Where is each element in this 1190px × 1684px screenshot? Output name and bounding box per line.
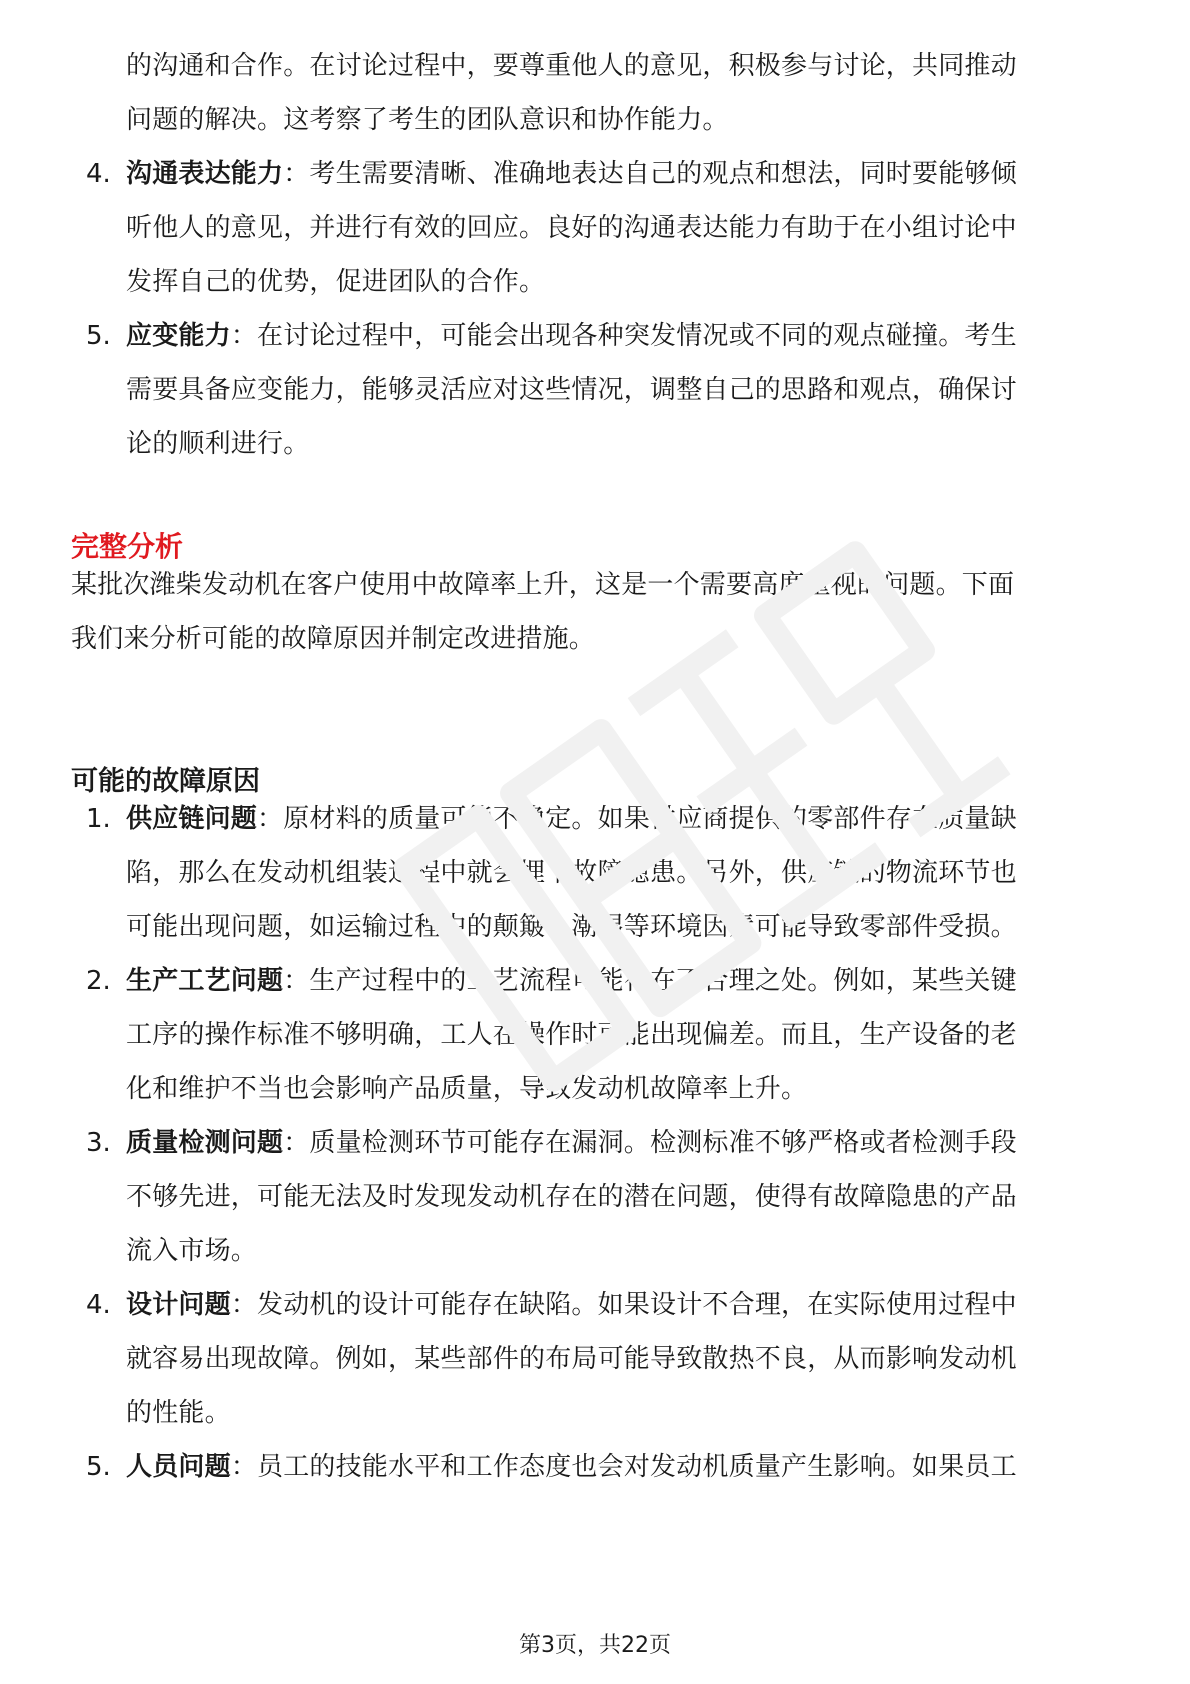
list-item-line: 流入市场。: [126, 1236, 258, 1266]
list-number: 5.: [86, 1452, 111, 1482]
list-item-line: 的性能。: [126, 1398, 231, 1428]
list-item-term: 人员问题: [126, 1452, 231, 1482]
list-item-line: 可能出现问题，如运输过程中的颠簸、潮湿等环境因素可能导致零部件受损。: [126, 912, 1017, 942]
list-item-line: [126, 952, 1017, 1010]
list-item-line: [126, 145, 1017, 203]
list-item-line: [126, 1114, 1017, 1172]
list-item-line: 不够先进，可能无法及时发现发动机存在的潜在问题，使得有故障隐患的产品: [126, 1182, 1017, 1212]
list-item-line: 就容易出现故障。例如，某些部件的布局可能导致散热不良，从而影响发动机: [126, 1344, 1017, 1374]
list-item-term: 生产工艺问题: [126, 966, 284, 996]
list-item-line: 需要具备应变能力，能够灵活应对这些情况，调整自己的思路和观点，确保讨: [126, 375, 1017, 405]
continuation-line-1: 的沟通和合作。在讨论过程中，要尊重他人的意见，积极参与讨论，共同推动: [126, 51, 1017, 81]
list-number: 3.: [86, 1128, 111, 1158]
list-item-line: 陷，那么在发动机组装过程中就会埋下故障隐患。另外，供应链的物流环节也: [126, 858, 1017, 888]
list-number: 4.: [86, 159, 111, 189]
intro-line-2: 我们来分析可能的故障原因并制定改进措施。: [71, 624, 596, 654]
list-item-line: 工序的操作标准不够明确，工人在操作时可能出现偏差。而且，生产设备的老: [126, 1020, 1017, 1050]
page-footer: 第3页，共22页: [519, 1633, 671, 1658]
intro-line-1: 某批次潍柴发动机在客户使用中故障率上升，这是一个需要高度重视的问题。下面: [71, 570, 1015, 600]
list-item-line: [126, 1276, 1017, 1334]
list-item-term: 应变能力: [126, 321, 231, 351]
list-item-line: 发挥自己的优势，促进团队的合作。: [126, 267, 546, 297]
list-item-text: ：原材料的质量可能不稳定。如果供应商提供的零部件存在质量缺: [257, 804, 1017, 834]
list-item-text: ：发动机的设计可能存在缺陷。如果设计不合理，在实际使用过程中: [230, 1290, 1017, 1320]
list-item-term: 沟通表达能力: [126, 159, 284, 189]
list-item-text: ：质量检测环节可能存在漏洞。检测标准不够严格或者检测手段: [283, 1128, 1017, 1158]
list-number: 1.: [86, 804, 111, 834]
list-item-term: 供应链问题: [126, 804, 258, 834]
list-number: 5.: [86, 321, 111, 351]
list-item-text: ：员工的技能水平和工作态度也会对发动机质量产生影响。如果员工: [230, 1452, 1017, 1482]
subheading: 可能的故障原因: [71, 766, 260, 797]
section-title: 完整分析: [71, 530, 184, 563]
list-item-text: ：生产过程中的工艺流程可能存在不合理之处。例如，某些关键: [283, 966, 1017, 996]
list-item-line: 论的顺利进行。: [126, 429, 310, 459]
continuation-line-2: 问题的解决。这考察了考生的团队意识和协作能力。: [126, 105, 729, 135]
list-item-line: 化和维护不当也会影响产品质量，导致发动机故障率上升。: [126, 1074, 808, 1104]
list-item-term: 质量检测问题: [126, 1128, 284, 1158]
list-item-line: [126, 790, 1017, 848]
list-item-term: 设计问题: [126, 1290, 231, 1320]
list-item-line: [126, 307, 1017, 365]
list-number: 2.: [86, 966, 111, 996]
list-item-line: [126, 1438, 1017, 1496]
list-item-text: ：在讨论过程中，可能会出现各种突发情况或不同的观点碰撞。考生: [230, 321, 1017, 351]
list-number: 4.: [86, 1290, 111, 1320]
list-item-line: 听他人的意见，并进行有效的回应。良好的沟通表达能力有助于在小组讨论中: [126, 213, 1017, 243]
list-item-text: ：考生需要清晰、准确地表达自己的观点和想法，同时要能够倾: [283, 159, 1017, 189]
